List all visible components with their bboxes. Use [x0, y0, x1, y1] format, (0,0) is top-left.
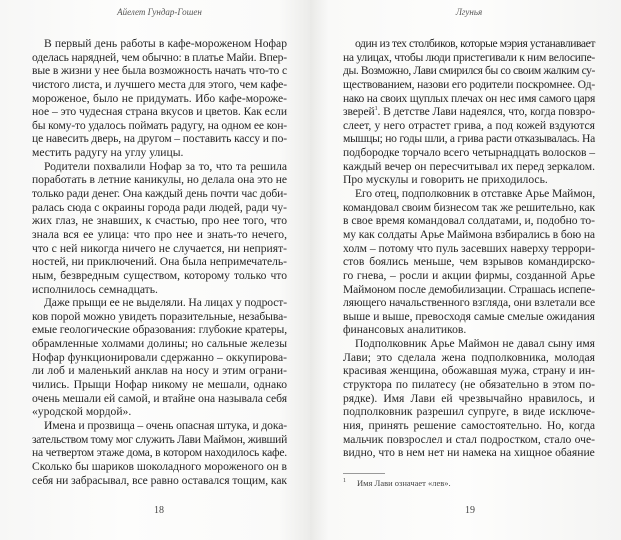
text-line: Маймоном после демобилизации. Страшась испепе- — [343, 282, 595, 296]
paragraph — [32, 160, 287, 296]
text-line: мальчик повзрослел и стал подростком, стало оче- — [343, 432, 595, 446]
text-line: В первый день работы в кафе-мороженом Нофар — [44, 37, 287, 50]
right-page — [310, 0, 621, 540]
text-line: чились. Прыщи Нофар никому не мешали, однако — [32, 378, 287, 392]
page-body — [32, 37, 287, 487]
text-line: го гнева, – росли и акции фирмы, созданной Арье — [343, 268, 595, 282]
text-line: ния, принять решение самостоятельно. Но, когда — [343, 418, 595, 432]
footnote-divider — [343, 473, 385, 474]
text-line: жих глаз, не знавших, к счастью, про нее того, что — [32, 214, 287, 228]
text-line: финансовых аналитиков. — [343, 323, 467, 337]
text-line: рядке). Имя Лави ей чрезвычайно нравилось, и — [343, 391, 595, 405]
text-line: Нофар функционировали сдержанно – оккупирова- — [32, 350, 287, 364]
text-line: видно, что в нем нет ни намека на хищное обаяние — [343, 446, 595, 460]
text-line: ков порой можно увидеть поразительные, незабыва- — [32, 309, 287, 323]
text-line: красивая женщина, обожавшая мужа, страну и ин- — [343, 364, 595, 378]
text-line: командовал своим бизнесом так же решительно, как — [343, 200, 595, 214]
text-line: ное – это чудесная страна вкусов и цветов. Как если — [32, 105, 287, 119]
text-line: оделась нарядней, чем обычно: в платье Майи. Впер- — [32, 50, 287, 64]
text-line: что с ней никогда ничего не случается, ни неприят- — [32, 241, 287, 255]
page-number: 19 — [465, 505, 475, 516]
text-line: на четвертом этаже дома, в котором находилось кафе. — [32, 446, 287, 460]
text-line: очень мешали ей самой, и втайне она называла себя — [32, 391, 287, 405]
text-line: «уродской мордой». — [32, 405, 132, 419]
text-line: ляющего начальственного взгляда, они взлетали все — [343, 296, 595, 310]
text-line: Имена и прозвища – очень опасная штука, и дока- — [44, 418, 287, 432]
text-line: один из тех столбиков, которые мэрия устанавливает — [355, 37, 595, 50]
paragraph — [343, 337, 595, 460]
text-line: исполнилось семнадцать. — [32, 282, 158, 296]
text-line: мышцы; но годы шли, а грива расти отказывалась. На — [343, 132, 595, 146]
page-body — [343, 37, 595, 460]
text-line: подбородке торчало всего четырнадцать волосков – — [343, 146, 595, 160]
paragraph — [32, 419, 287, 487]
running-head: Лгунья — [455, 7, 483, 17]
text-line: ды. Возможно, Лави смирился бы со своим жалким су- — [343, 64, 595, 78]
footnote-mark: 1 — [343, 478, 346, 484]
text-line: местить радугу на углу улицы. — [32, 146, 184, 160]
text-line: це навесить дверь, на другом – поставить кассу и по- — [32, 132, 287, 146]
text-line: ли лоб и маленький анклав на носу и этим ограни- — [32, 364, 287, 378]
text-line: холм – потому что пуль засевших наверху террори- — [343, 241, 595, 255]
text-line: мороженое, было не придумать. Ибо кафе-мороже- — [32, 91, 287, 105]
text-line: себя ни забрасывал, все равно оставался тощим, как — [32, 473, 287, 487]
text-line: ществованием, назови его родители поскромнее. Од- — [343, 77, 595, 91]
text-line: знала вся ее улица: что про нее и знать-то нечего, — [32, 227, 287, 241]
text-line: только ради денег. Она каждый день почти час доби- — [32, 187, 287, 201]
text-line: ралась сюда с окраины города ради людей, ради чу- — [32, 200, 287, 214]
text-line: вые в жизни у нее была возможность начать что-то с — [32, 64, 287, 78]
text-line: обрамленные холмами долины; но сальные железы — [32, 337, 287, 351]
text-line: Его отец, подполковник в отставке Арье Маймон, — [355, 187, 595, 201]
text-line: подполковник разрешил супруге, в виде исключе- — [343, 405, 595, 419]
text-line: Сколько бы шариков шоколадного мороженого он в — [32, 459, 287, 473]
paragraph — [32, 37, 287, 160]
text-line: каждый вечер он пересчитывал их перед зеркалом. — [343, 159, 595, 173]
text-line: поработать в летние каникулы, но делала она это не — [32, 173, 287, 187]
text-line: емые геологические образования: глубокие кратеры, — [32, 323, 287, 337]
text-line: му как солдаты Арье Маймона взбирались в бою на — [343, 227, 595, 241]
text-line: чистого листа, и лучшего места для этого, чем кафе- — [32, 77, 287, 91]
footnote-ref: 1 — [374, 106, 378, 113]
text-line: нако на своих щуплых плечах он нес имя самого царя — [343, 91, 595, 105]
text-line: на улицах, чтобы люди пристегивали к ним велосипе- — [343, 50, 595, 64]
text-line: зверей$^1$. В детстве Лави надеялся, что, когда повзро- — [343, 105, 595, 119]
page-number: 18 — [154, 505, 164, 516]
text-line: бы кому-то удалось поймать радугу, на одном ее кон- — [32, 118, 287, 132]
text-line: Родители похвалили Нофар за то, что та решила — [44, 159, 287, 173]
text-line: зательством тому мог служить Лави Маймон, живший — [32, 432, 287, 446]
text-line: ным, безвредным существом, которому только что — [32, 268, 287, 282]
text-line: Про мускулы и говорить не приходилось. — [343, 173, 548, 187]
text-line: выше и выше, превосходя самые смелые ожидания — [343, 309, 595, 323]
text-line: Даже прыщи ее не выделяли. На лицах у подрост- — [44, 296, 287, 310]
text-line: в свое время командовал солдатами, и, подобно то- — [343, 214, 595, 228]
text-line: ностей, ни приключений. Она была непримечатель- — [32, 255, 287, 269]
text-line: Подполковник Арье Маймон не давал сыну имя — [355, 337, 595, 351]
footnote-text: Имя Лави означает «лев». — [357, 478, 451, 488]
footnote — [343, 478, 451, 488]
text-line: слеет, у него отрастет грива, а под кожей вздуются — [343, 118, 595, 132]
text-line: структора по пилатесу (не обязательно в этом по- — [343, 378, 595, 392]
text-line: Лави; это сделала жена подполковника, молодая — [343, 350, 595, 364]
text-line: стов боялись меньше, чем взрывов командирско- — [343, 255, 595, 269]
paragraph — [343, 37, 595, 187]
running-head: Айелет Гундар-Гошен — [117, 7, 202, 17]
paragraph — [343, 187, 595, 337]
paragraph — [32, 296, 287, 419]
left-page — [0, 0, 310, 540]
